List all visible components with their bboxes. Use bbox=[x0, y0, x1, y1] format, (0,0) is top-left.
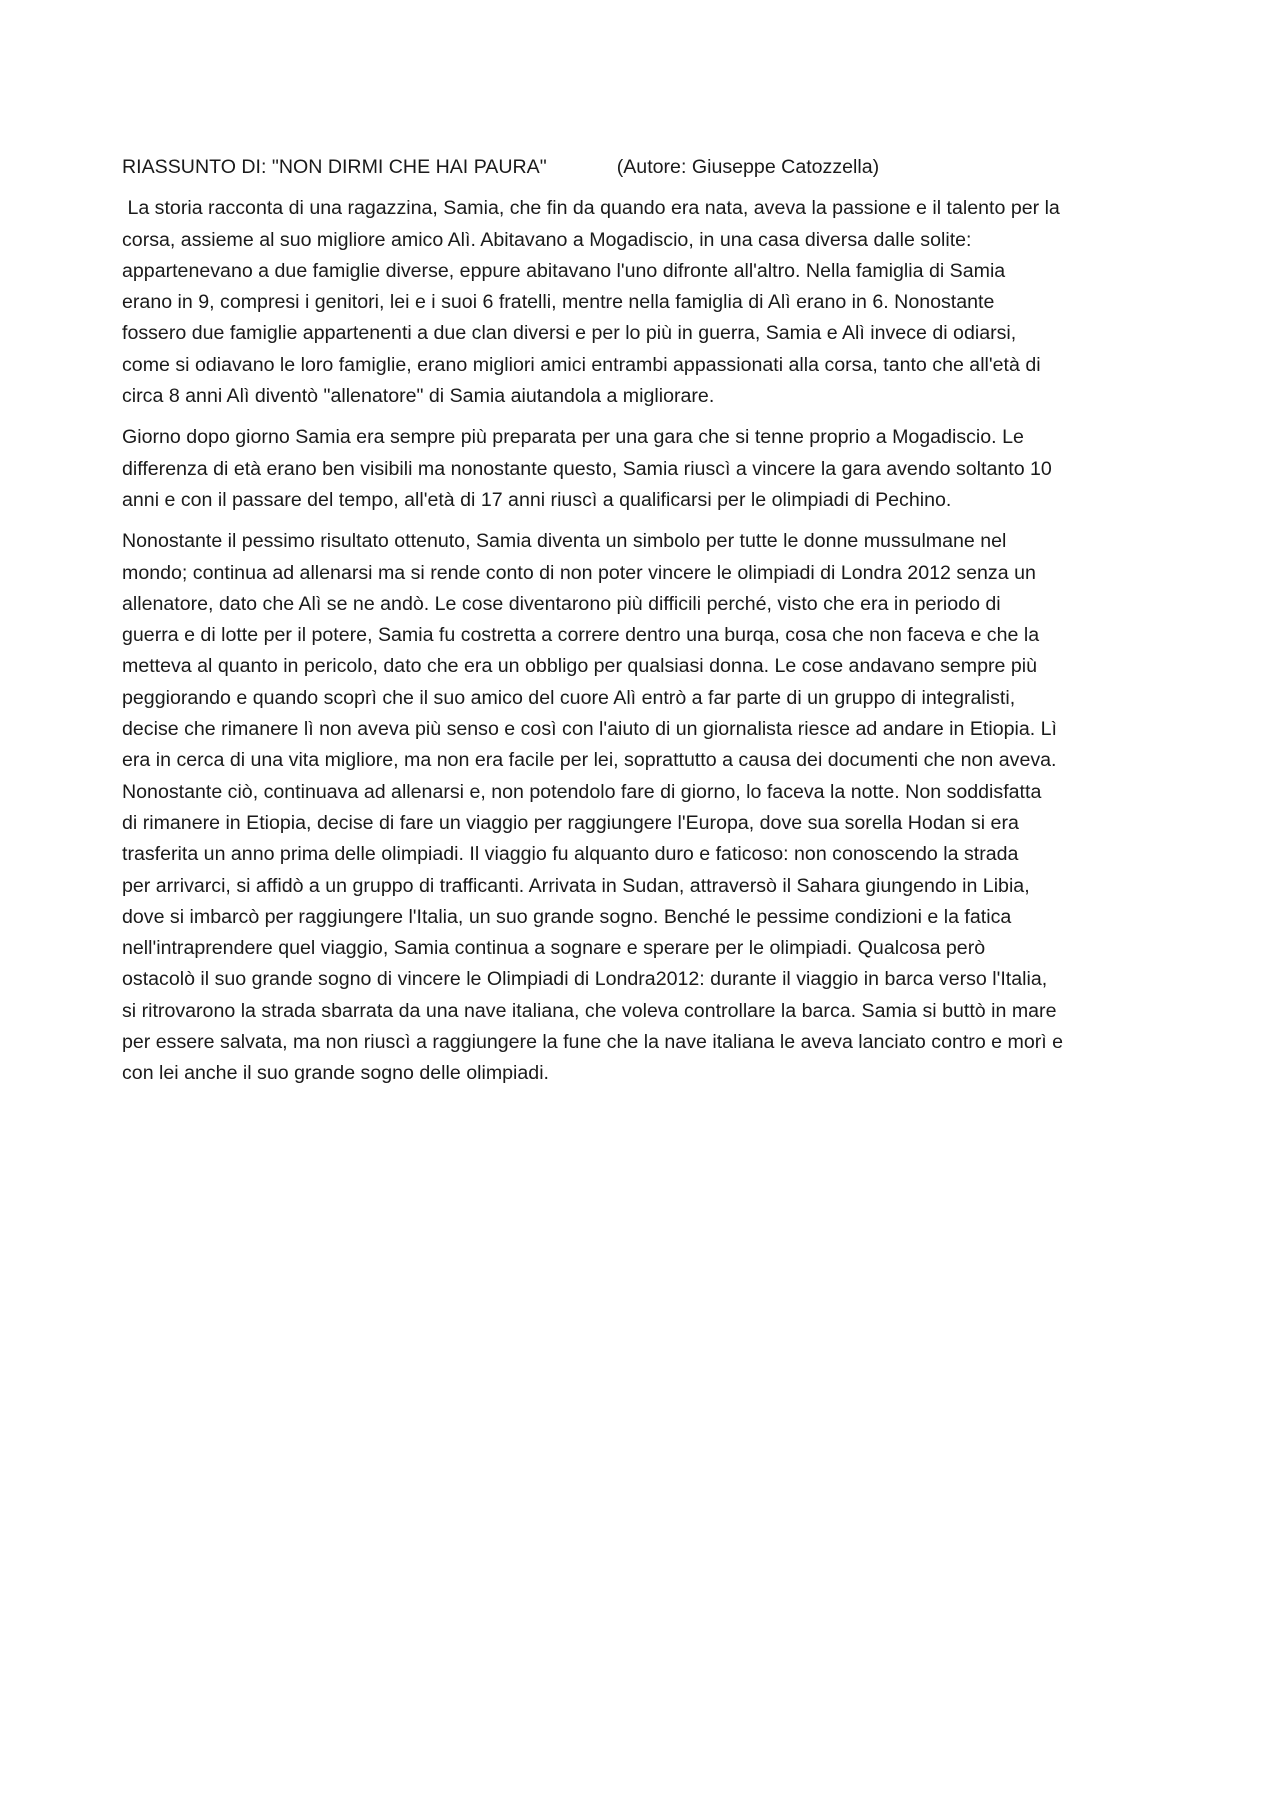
text-line: trasferita un anno prima delle olimpiadi. Il viaggio fu alquanto duro e faticoso: non conoscendo la strada bbox=[122, 843, 1019, 866]
paragraph-1 bbox=[122, 193, 1167, 412]
text-line: nell'intraprendere quel viaggio, Samia continua a sognare e sperare per le olimpiadi. Qualcosa però bbox=[122, 937, 986, 960]
text-line: ostacolò il suo grande sogno di vincere le Olimpiadi di Londra2012: durante il viaggio in barca verso l'Italia, bbox=[122, 968, 1048, 991]
text-line: dove si imbarcò per raggiungere l'Italia, un suo grande sogno. Benché le pessime condizioni e la fatica bbox=[122, 905, 1012, 928]
text-line: guerra e di lotte per il potere, Samia fu costretta a correre dentro una burqa, cosa che non faceva e che la bbox=[122, 624, 1040, 647]
document-author: (Autore: Giuseppe Catozzella) bbox=[616, 156, 880, 178]
text-line: come si odiavano le loro famiglie, erano migliori amici entrambi appassionati alla corsa, tanto che all'età di bbox=[122, 353, 1041, 376]
text-line: si ritrovarono la strada sbarrata da una nave italiana, che voleva controllare la barca. Samia si buttò in mare bbox=[122, 999, 1057, 1022]
text-line: decise che rimanere lì non aveva più senso e così con l'aiuto di un giornalista riesce ad andare in Etiopia. Lì bbox=[122, 718, 1057, 741]
text-line: erano in 9, compresi i genitori, lei e i suoi 6 fratelli, mentre nella famiglia di Alì erano in 6. Nonostante bbox=[122, 291, 995, 314]
text-line: metteva al quanto in pericolo, dato che era un obbligo per qualsiasi donna. Le cose andavano sempre più bbox=[122, 655, 1037, 678]
text-line: con lei anche il suo grande sogno delle olimpiadi. bbox=[122, 1062, 549, 1085]
text-line: La storia racconta di una ragazzina, Samia, che fin da quando era nata, aveva la passione e il talento per la bbox=[122, 197, 1060, 220]
text-line: circa 8 anni Alì diventò "allenatore" di Samia aiutandola a migliorare. bbox=[122, 385, 715, 408]
text-line: anni e con il passare del tempo, all'età di 17 anni riuscì a qualificarsi per le olimpiadi di Pechino. bbox=[122, 488, 952, 511]
text-line: era in cerca di una vita migliore, ma non era facile per lei, soprattutto a causa dei documenti che non aveva. bbox=[122, 749, 1057, 772]
text-line: allenatore, dato che Alì se ne andò. Le cose diventarono più difficili perché, visto che era in periodo di bbox=[122, 592, 1001, 615]
paragraph-2 bbox=[122, 422, 1167, 516]
text-line: per arrivarci, si affidò a un gruppo di trafficanti. Arrivata in Sudan, attraversò il Sahara giungendo in Libia, bbox=[122, 874, 1030, 897]
text-line: Nonostante il pessimo risultato ottenuto, Samia diventa un simbolo per tutte le donne mussulmane nel bbox=[122, 530, 1007, 553]
text-line: peggiorando e quando scoprì che il suo amico del cuore Alì entrò a far parte di un gruppo di integralisti, bbox=[122, 686, 1016, 709]
text-line: di rimanere in Etiopia, decise di fare un viaggio per raggiungere l'Europa, dove sua sorella Hodan si era bbox=[122, 811, 1019, 834]
text-line: Giorno dopo giorno Samia era sempre più preparata per una gara che si tenne proprio a Mogadiscio. Le bbox=[122, 426, 1024, 449]
text-line: differenza di età erano ben visibili ma nonostante questo, Samia riuscì a vincere la gara avendo soltanto 10 bbox=[122, 457, 1052, 480]
document-title: RIASSUNTO DI: "NON DIRMI CHE HAI PAURA" bbox=[122, 156, 547, 178]
text-line: corsa, assieme al suo migliore amico Alì. Abitavano a Mogadiscio, in una casa diversa dalle solite: bbox=[122, 228, 972, 251]
title-line bbox=[122, 152, 1167, 183]
text-line: Nonostante ciò, continuava ad allenarsi e, non potendolo fare di giorno, lo faceva la notte. Non soddisfatta bbox=[122, 780, 1042, 803]
document-body bbox=[122, 152, 1167, 1100]
text-line: per essere salvata, ma non riuscì a raggiungere la fune che la nave italiana le aveva lanciato contro e morì e bbox=[122, 1031, 1064, 1054]
paragraph-3 bbox=[122, 526, 1167, 1089]
text-line: fossero due famiglie appartenenti a due clan diversi e per lo più in guerra, Samia e Alì invece di odiarsi, bbox=[122, 322, 1017, 345]
text-line: mondo; continua ad allenarsi ma si rende conto di non poter vincere le olimpiadi di Londra 2012 senza un bbox=[122, 561, 1036, 584]
text-line: appartenevano a due famiglie diverse, eppure abitavano l'uno difronte all'altro. Nella famiglia di Samia bbox=[122, 259, 1006, 282]
